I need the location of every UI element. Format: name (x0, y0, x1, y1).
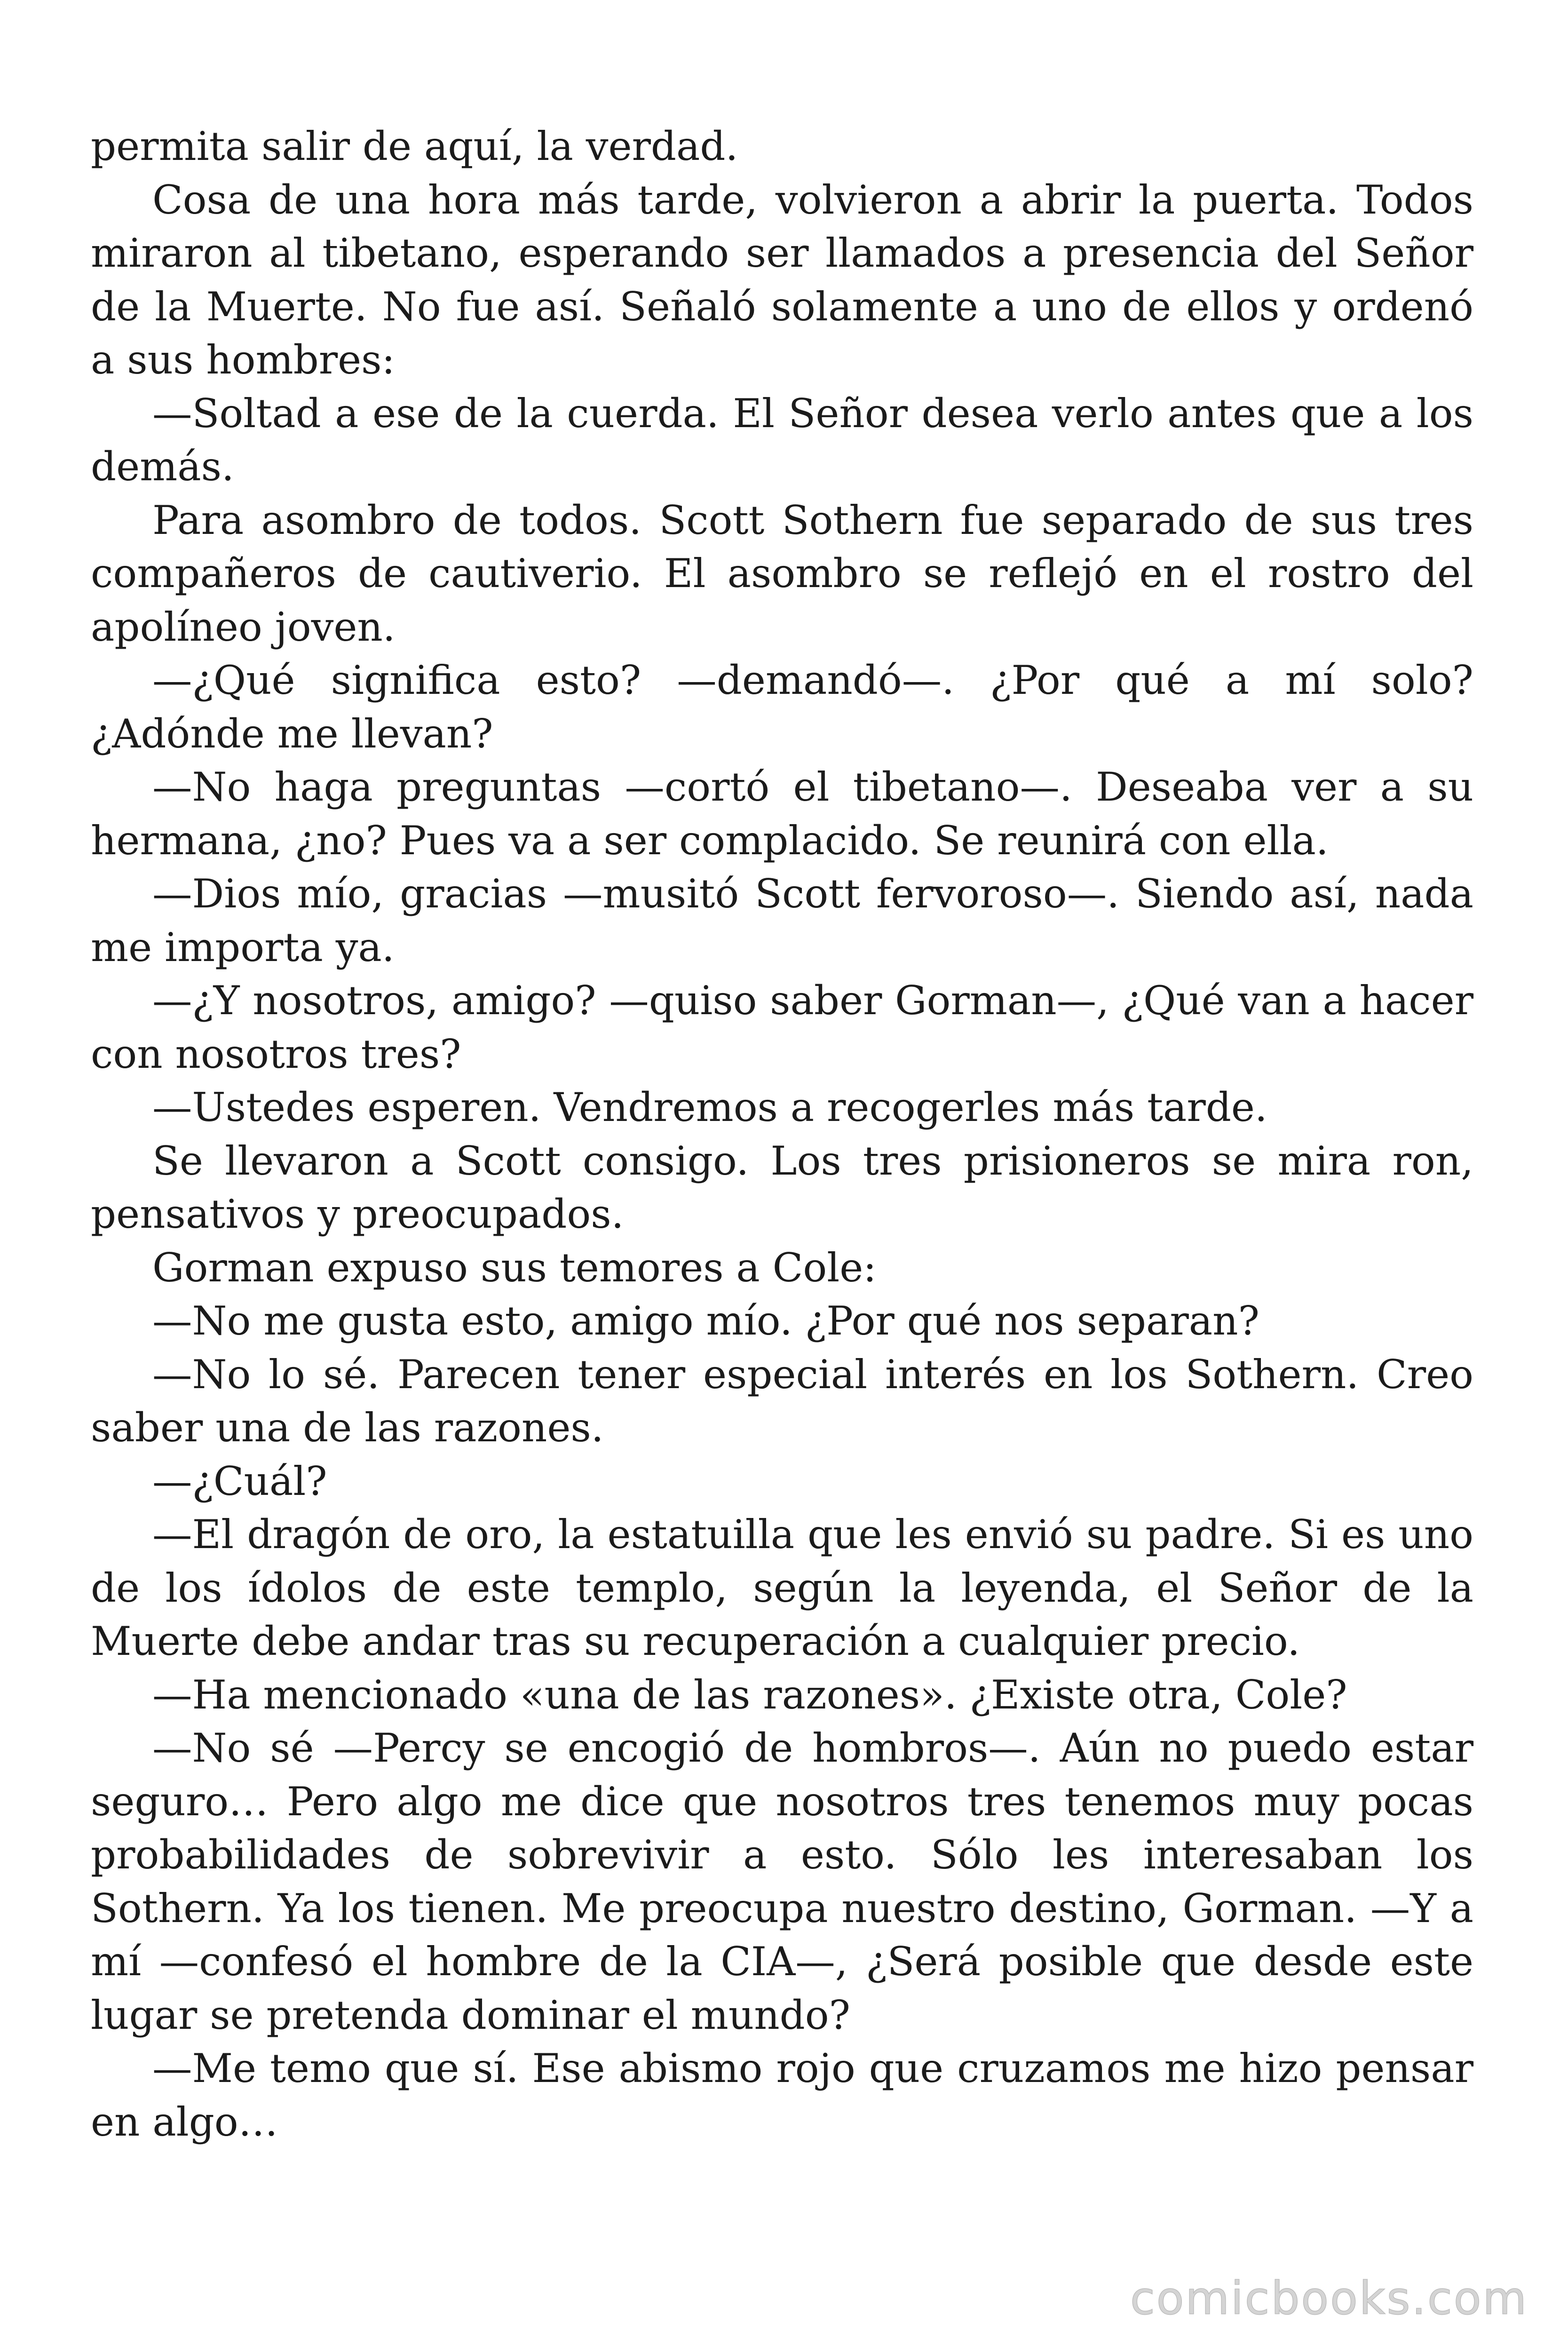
paragraph-15: —El dragón de oro, la estatuilla que les envió su padre. Si es uno de los ídolos de este templo, según la leyenda, el Señor de la Muerte debe andar tras su recuperación a cualquier precio. (91, 1511, 1473, 1664)
paragraph-16: —Ha mencionado «una de las razones». ¿Existe otra, Cole? (152, 1671, 1347, 1718)
paragraph-4: Para asombro de todos. Scott Sothern fue separado de sus tres compañeros de cautiverio. El asombro se reflejó en el rostro del apolíneo joven. (91, 497, 1473, 650)
paragraph-13: —No lo sé. Parecen tener especial interés en los Sothern. Creo saber una de las razones. (91, 1351, 1473, 1451)
paragraph-9: —Ustedes esperen. Vendremos a recogerles más tarde. (152, 1084, 1267, 1130)
paragraph-12: —No me gusta esto, amigo mío. ¿Por qué nos separan? (152, 1298, 1259, 1344)
paragraph-1: permita salir de aquí, la verdad. (91, 123, 738, 169)
paragraph-10: Se llevaron a Scott consigo. Los tres prisioneros se mira ron, pensativos y preocupados. (91, 1137, 1473, 1237)
paragraph-7: —Dios mío, gracias —musitó Scott fervoroso—. Siendo así, nada me importa ya. (91, 871, 1473, 970)
paragraph-6: —No haga preguntas —cortó el tibetano—. Deseaba ver a su hermana, ¿no? Pues va a ser complacido. Se reunirá con ella. (91, 764, 1473, 864)
paragraph-14: —¿Cuál? (152, 1458, 327, 1504)
paragraph-11: Gorman expuso sus temores a Cole: (152, 1244, 877, 1291)
paragraph-5: —¿Qué significa esto? —demandó—. ¿Por qué a mí solo? ¿Adónde me llevan? (91, 657, 1473, 757)
paragraph-17: —No sé —Percy se encogió de hombros—. Aún no puedo estar seguro… Pero algo me dice que nosotros tres tenemos muy pocas probabilidades de sobrevivir a esto. Sólo les interesaban los Sothern. Ya los tienen. Me preocupa nuestro destino, Gorman. —Y a mí —confesó el hombre de la CIA—, ¿Será posible que desde este lugar se pretenda dominar el mundo? (91, 1725, 1473, 2038)
site-watermark: comicbooks.com (1130, 2272, 1528, 2325)
book-page-text (91, 120, 1473, 2149)
paragraph-18: —Me temo que sí. Ese abismo rojo que cruzamos me hizo pensar en algo… (91, 2045, 1473, 2145)
paragraph-3: —Soltad a ese de la cuerda. El Señor desea verlo antes que a los demás. (91, 390, 1473, 490)
paragraph-2: Cosa de una hora más tarde, volvieron a abrir la puerta. Todos miraron al tibetano, esperando ser llamados a presencia del Señor de la Muerte. No fue así. Señaló solamente a uno de ellos y ordenó a sus hombres: (91, 176, 1473, 383)
paragraph-8: —¿Y nosotros, amigo? —quiso saber Gorman—, ¿Qué van a hacer con nosotros tres? (91, 977, 1473, 1077)
